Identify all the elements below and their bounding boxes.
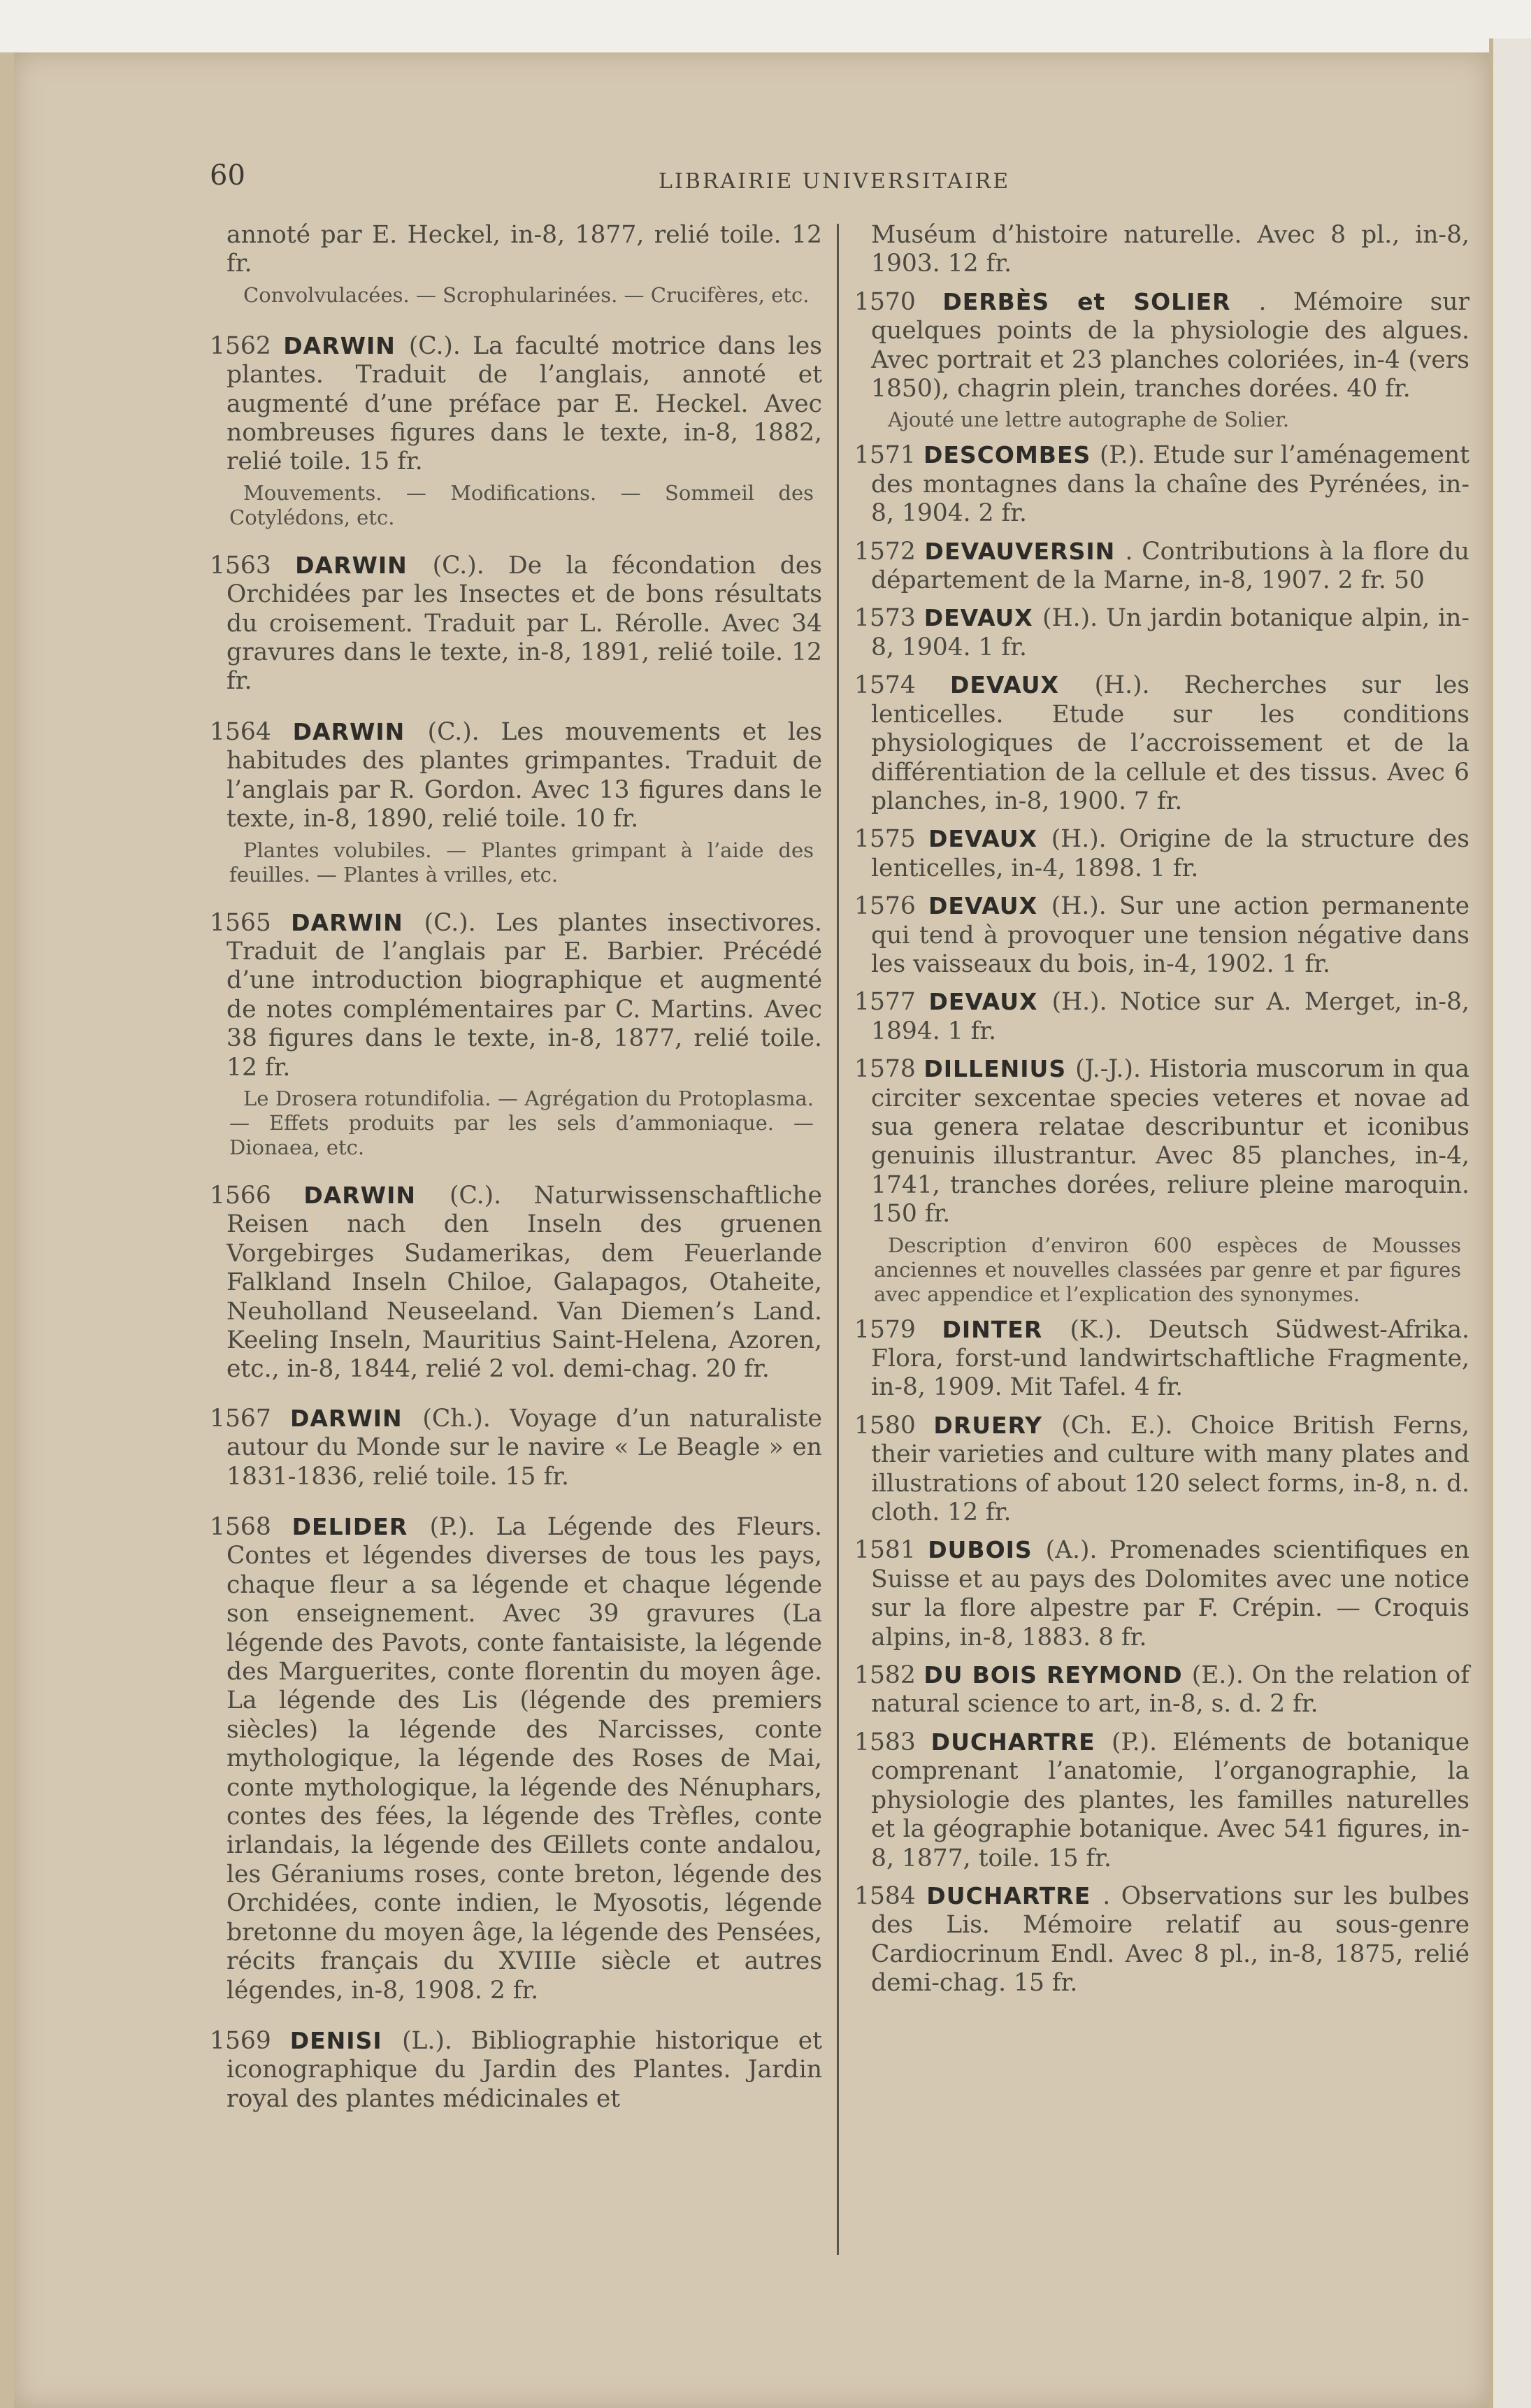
entry-text [210, 551, 822, 696]
entry-author: DUCHARTRE [930, 1728, 1112, 1756]
entry-note: Mouvements. — Modifications. — Sommeil des Cotylédons, etc. [229, 480, 814, 529]
catalogue-entry [854, 891, 1469, 979]
catalogue-entry [854, 1054, 1469, 1306]
entry-author: DESCOMBES [923, 441, 1100, 469]
entry-number: 1572 [854, 537, 925, 566]
entry-text [854, 1411, 1469, 1528]
entry-text [854, 1315, 1469, 1403]
entry-author: DEVAUX [928, 988, 1052, 1016]
catalogue-entry [854, 287, 1469, 433]
entry-number: 1567 [210, 1404, 290, 1433]
entry-text [210, 1404, 822, 1491]
entry-text [854, 221, 1469, 279]
entry-text [854, 671, 1469, 816]
entry-description: Muséum d’histoire naturelle. Avec 8 pl., in-8, 1903. 12 fr. [871, 221, 1469, 278]
entry-description: (C.). Les mouvements et les habitudes des plantes grimpantes. Traduit de l’anglais par R. Gordon. Avec 13 figures dans le texte, in-8, 1890, relié toile. 10 fr. [227, 717, 822, 833]
entry-author: DEVAUX [949, 671, 1095, 699]
entry-author: DARWIN [292, 717, 428, 745]
entry-text [854, 537, 1469, 596]
entry-number: 1579 [854, 1315, 942, 1344]
entry-text [854, 1054, 1469, 1228]
entry-description: (P.). La Légende des Fleurs. Contes et légendes diverses de tous les pays, chaque fleur a sa légende et chaque légende son enseignement. Avec 39 gravures (La légende des Pavots, conte fantaisiste, la légende des Marguerites, conte florentin du moyen âge. La légende des Lis (légende des premiers siècles) la légende des Narcisses, conte mythologique, la légende des Roses de Mai, conte mythologique, la légende des Nénuphars, contes des fées, la légende des Trèfles, conte irlandais, la légende des Œillets conte andalou, les Géraniums roses, conte breton, légende des Orchidées, conte indien, le Myosotis, légende bretonne du moyen âge, la légende des Pensées, récits français du XVIIIe siècle et autres légendes, in-8, 1908. 2 fr. [227, 1513, 823, 2005]
entry-number: 1566 [210, 1181, 304, 1210]
catalogue-entry [854, 1728, 1469, 1873]
entry-note: Plantes volubiles. — Plantes grimpant à l’aide des feuilles. — Plantes à vrilles, etc. [229, 838, 814, 887]
entry-author: DU BOIS REYMOND [923, 1661, 1192, 1689]
entry-author: DEVAUX [928, 825, 1051, 853]
entry-description: . Observations sur les bulbes des Lis. Mémoire relatif au sous-genre Cardiocrinum Endl. Avec 8 pl., in-8, 1875, relié demi-chag. 15 fr. [871, 1882, 1469, 1998]
entry-author: DARWIN [290, 1404, 423, 1432]
entry-author: DERBÈS et SOLIER [942, 287, 1259, 315]
entry-description: . Contributions à la flore du département de la Marne, in-8, 1907. 2 fr. 50 [871, 537, 1469, 595]
entry-number: 1568 [210, 1513, 292, 1541]
entry-author: DUCHARTRE [926, 1882, 1103, 1909]
entry-text [854, 287, 1469, 404]
entry-text [210, 1181, 822, 1384]
entry-author: DINTER [942, 1315, 1070, 1343]
entry-note: Le Drosera rotundifolia. — Agrégation du Protoplasma. — Effets produits par les sels d’ammoniaque. — Dionaea, etc. [229, 1086, 814, 1159]
entry-number: 1569 [210, 2026, 290, 2055]
catalogue-entry [210, 2026, 822, 2114]
entry-number: 1581 [854, 1536, 928, 1565]
entry-number: 1576 [854, 892, 929, 921]
entry-number: 1571 [854, 441, 923, 470]
right-column [854, 221, 1469, 1998]
entry-description: (H.). Sur une action permanente qui tend à provoquer une tension négative dans les vaisseaux du bois, in-4, 1902. 1 fr. [871, 892, 1469, 978]
entry-author: DELIDER [292, 1513, 430, 1540]
entry-author: DUBOIS [928, 1536, 1046, 1564]
entry-description: (P.). Eléments de botanique comprenant l’anatomie, l’organographie, la physiologie des plantes, les familles naturelles et la géographie botanique. Avec 541 figures, in-8, 1877, toile. 15 fr. [871, 1728, 1469, 1872]
catalogue-entry [854, 1411, 1469, 1528]
catalogue-entry [210, 221, 822, 308]
entry-author: DARWIN [295, 551, 433, 579]
entry-text [210, 1512, 822, 2005]
entry-number: 1584 [854, 1882, 927, 1910]
entry-description: (H.). Recherches sur les lenticelles. Etude sur les conditions physiologiques de l’accroissement et de la différentiation de la cellule et des tissus. Avec 6 planches, in-8, 1900. 7 fr. [871, 671, 1469, 815]
entry-text [854, 1535, 1469, 1652]
entry-description: (C.). De la fécondation des Orchidées par les Insectes et de bons résultats du croisement. Traduit par L. Rérolle. Avec 34 gravures dans le texte, in-8, 1891, relié toile. 12 fr. [227, 551, 822, 696]
entry-number: 1565 [210, 908, 292, 937]
entry-description: (H.). Un jardin botanique alpin, in-8, 1904. 1 fr. [871, 604, 1469, 661]
entry-description: (P.). Etude sur l’aménagement des montagnes dans la chaîne des Pyrénées, in-8, 1904. 2 fr. [871, 441, 1469, 528]
entry-description: (L.). Bibliographie historique et iconographique du Jardin des Plantes. Jardin royal des plantes médicinales et [227, 2026, 822, 2113]
catalogue-entry [210, 908, 822, 1160]
entry-description: . Mémoire sur quelques points de la physiologie des algues. Avec portrait et 23 planches coloriées, in-4 (vers 1850), chagrin plein, tranches dorées. 40 fr. [871, 287, 1469, 403]
entry-note: Convolvulacées. — Scrophularinées. — Crucifères, etc. [243, 282, 810, 307]
entry-number: 1563 [210, 551, 296, 580]
entry-text [210, 2026, 822, 2114]
entry-text [854, 987, 1469, 1046]
catalogue-entry [210, 331, 822, 530]
entry-author: DEVAUX [923, 604, 1043, 632]
entry-description: (Ch.). Voyage d’un naturaliste autour du Monde sur le navire « Le Beagle » en 1831-1836, relié toile. 15 fr. [227, 1404, 822, 1491]
entry-author: DARWIN [291, 908, 424, 936]
entry-description: (C.). Les plantes insectivores. Traduit de l’anglais par E. Barbier. Précédé d’une introduction biographique et augmenté de notes complémentaires par C. Martins. Avec 38 figures dans le texte, in-8, 1877, relié toile. 12 fr. [227, 908, 822, 1082]
entry-text [210, 908, 822, 1082]
entry-number: 1575 [854, 825, 928, 854]
entry-text [210, 717, 822, 834]
entry-number: 1573 [854, 604, 924, 633]
catalogue-entry [210, 551, 822, 696]
catalogue-entry [210, 1512, 822, 2005]
entry-description: (A.). Promenades scientifiques en Suisse et au pays des Dolomites avec une notice sur la flore alpestre par F. Crépin. — Croquis alpins, in-8, 1883. 8 fr. [871, 1536, 1469, 1651]
catalogue-entry [854, 221, 1469, 279]
entry-description: (Ch. E.). Choice British Ferns, their varieties and culture with many plates and illustrations of about 120 select forms, in-8, n. d. cloth. 12 fr. [871, 1411, 1469, 1527]
entry-number: 1583 [854, 1728, 931, 1756]
catalogue-entry [854, 603, 1469, 662]
entry-description: (K.). Deutsch Südwest-Afrika. Flora, forst-und landwirtschaftliche Fragmente, in-8, 1909. Mit Tafel. 4 fr. [871, 1315, 1469, 1402]
catalogue-entry [854, 1315, 1469, 1403]
entry-author: DARWIN [283, 331, 409, 359]
facing-page-edge [1489, 38, 1531, 2408]
catalogue-entry [854, 671, 1469, 816]
entry-text [210, 331, 822, 477]
entry-number: 1577 [854, 988, 929, 1017]
entry-author: DRUERY [933, 1411, 1062, 1439]
entry-number: 1562 [210, 331, 284, 360]
entry-text [854, 824, 1469, 883]
catalogue-entry [854, 537, 1469, 596]
entry-number: 1564 [210, 717, 293, 746]
catalogue-entry [210, 1404, 822, 1491]
entry-author: DILLENIUS [923, 1055, 1076, 1083]
entry-description: (H.). Origine de la structure des lenticelles, in-4, 1898. 1 fr. [871, 825, 1469, 882]
catalogue-entry [854, 824, 1469, 883]
entry-text [210, 221, 822, 279]
entry-description: (C.). Naturwissenschaftliche Reisen nach den Inseln des gruenen Vorgebirges Sudamerikas, dem Feuerlande Falkland Inseln Chiloe, Galapagos, Otaheite, Neuholland Neuseeland. Van Diemen’s Land. Keeling Inseln, Mauritius Saint-Helena, Azoren, etc., in-8, 1844, relié 2 vol. demi-chag. 20 fr. [227, 1181, 822, 1384]
entry-author: DEVAUX [928, 892, 1051, 920]
running-head [204, 159, 1462, 201]
entry-description: (J.-J.). Historia muscorum in qua circiter sexcentae species veteres et novae ad sua genera relatae describuntur et iconibus genuinis illustrantur. Avec 85 planches, in-4, 1741, tranches dorées, reliure pleine maroquin. 150 fr. [871, 1055, 1469, 1228]
catalogue-entry [854, 440, 1469, 528]
entry-text [854, 603, 1469, 662]
entry-note: Description d’environ 600 espèces de Mousses anciennes et nouvelles classées par genre et par figures avec appendice et l’explication des synonymes. [874, 1233, 1461, 1306]
entry-description: (E.). On the relation of natural science to art, in-8, s. d. 2 fr. [871, 1661, 1469, 1719]
entry-text [854, 891, 1469, 979]
entry-description: (C.). La faculté motrice dans les plantes. Traduit de l’anglais, annoté et augmenté d’une préface par E. Heckel. Avec nombreuses figures dans le texte, in-8, 1882, relié toile. 15 fr. [227, 331, 822, 476]
entry-author: DARWIN [303, 1181, 450, 1209]
entry-description: (H.). Notice sur A. Merget, in-8, 1894. 1 fr. [871, 988, 1469, 1045]
left-column [210, 221, 822, 2114]
entry-text [854, 1728, 1469, 1873]
catalogue-entry [854, 987, 1469, 1046]
entry-text [854, 1661, 1469, 1719]
entry-number: 1570 [854, 287, 943, 316]
page-number: 60 [210, 159, 245, 192]
catalogue-entry [854, 1535, 1469, 1652]
entry-number: 1574 [854, 671, 950, 700]
running-title: LIBRAIRIE UNIVERSITAIRE [659, 169, 1011, 194]
entry-author: DEVAUVERSIN [924, 537, 1126, 565]
catalogue-entry [854, 1882, 1469, 1998]
entry-description: annoté par E. Heckel, in-8, 1877, relié toile. 12 fr. [227, 221, 822, 278]
entry-author: DENISI [289, 2026, 403, 2054]
column-divider [837, 224, 839, 2255]
entry-number: 1580 [854, 1411, 934, 1440]
entry-note: Ajouté une lettre autographe de Solier. [888, 408, 1290, 432]
entry-number: 1578 [854, 1055, 924, 1084]
catalogue-entry [210, 1181, 822, 1384]
entry-number: 1582 [854, 1661, 924, 1690]
catalogue-entry [210, 717, 822, 887]
entry-text [854, 1882, 1469, 1998]
catalogue-entry [854, 1661, 1469, 1719]
entry-text [854, 440, 1469, 528]
